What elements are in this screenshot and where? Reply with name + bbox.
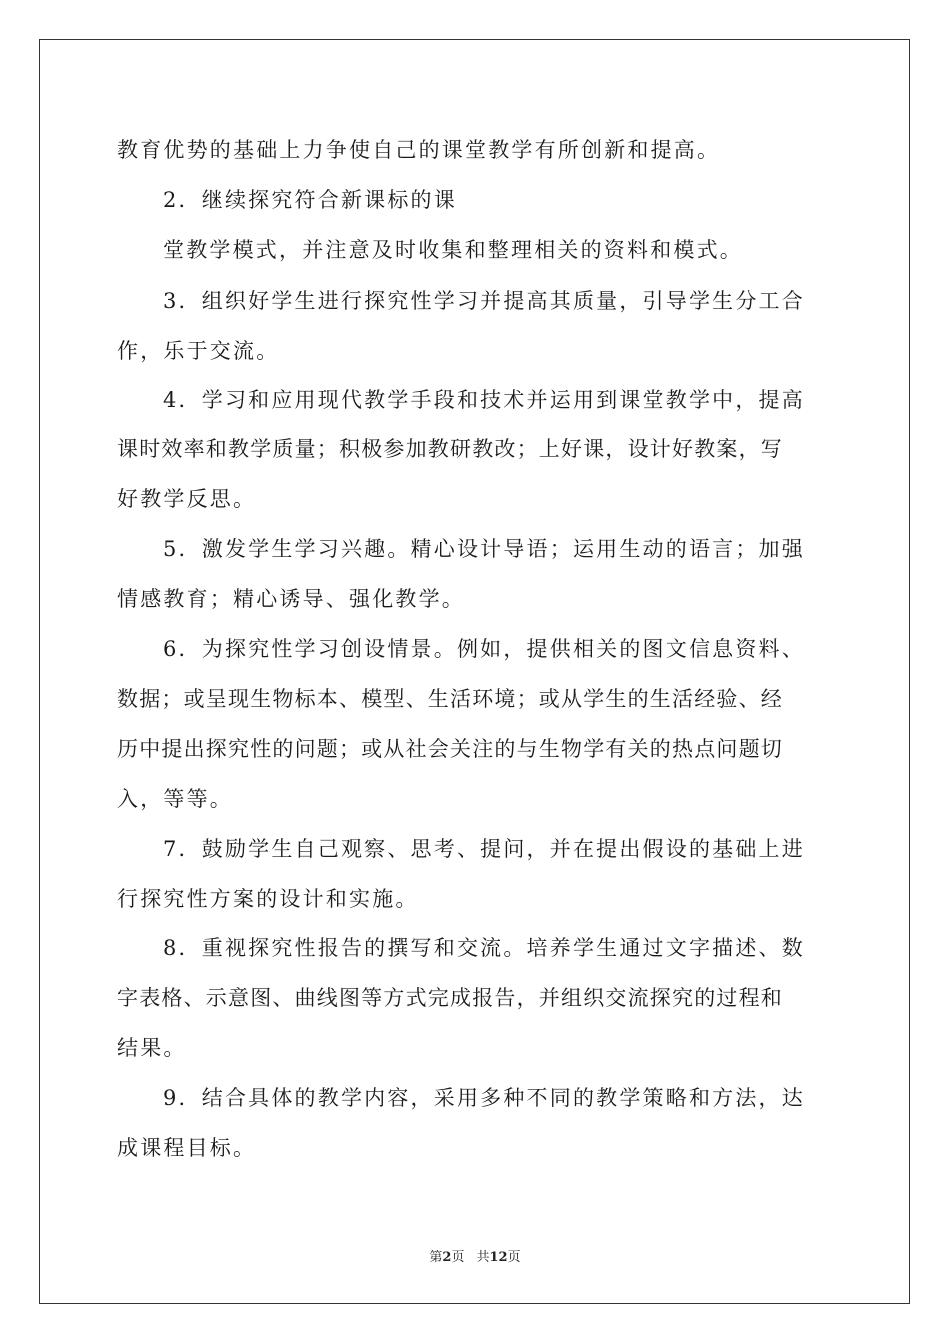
page-prefix: 第 bbox=[429, 1250, 443, 1265]
total-pages: 12 bbox=[489, 1250, 508, 1265]
page-suffix: 页 bbox=[451, 1250, 465, 1265]
text-line: 历中提出探究性的问题；或从社会关注的与生物学有关的热点问题切 bbox=[117, 737, 783, 761]
text-line: 堂教学模式，并注意及时收集和整理相关的资料和模式。 bbox=[163, 238, 743, 262]
text-line: 好教学反思。 bbox=[117, 487, 257, 511]
text-line: 入，等等。 bbox=[117, 787, 233, 811]
text-line: 结果。 bbox=[117, 1036, 187, 1060]
text-line: 8．重视探究性报告的撰写和交流。培养学生通过文字描述、数 bbox=[163, 936, 805, 960]
total-suffix: 页 bbox=[507, 1250, 521, 1265]
text-line: 3．组织好学生进行探究性学习并提高其质量，引导学生分工合 bbox=[163, 289, 805, 313]
text-line: 情感教育；精心诱导、强化教学。 bbox=[117, 587, 465, 611]
text-line: 2．继续探究符合新课标的课 bbox=[163, 188, 457, 212]
text-line: 6．为探究性学习创设情景。例如，提供相关的图文信息资料、 bbox=[163, 637, 805, 661]
text-line: 7．鼓励学生自己观察、思考、提问，并在提出假设的基础上进 bbox=[163, 837, 805, 861]
text-line: 5．激发学生学习兴趣。精心设计导语；运用生动的语言；加强 bbox=[163, 537, 805, 561]
text-line: 作，乐于交流。 bbox=[117, 339, 280, 363]
text-line: 成课程目标。 bbox=[117, 1136, 257, 1160]
page-footer bbox=[0, 1250, 950, 1266]
text-line: 教育优势的基础上力争使自己的课堂教学有所创新和提高。 bbox=[117, 138, 721, 162]
total-prefix: 共 bbox=[476, 1250, 490, 1265]
text-line: 行探究性方案的设计和实施。 bbox=[117, 887, 419, 911]
text-line: 数据；或呈现生物标本、模型、生活环境；或从学生的生活经验、经 bbox=[117, 687, 783, 711]
text-line: 4．学习和应用现代教学手段和技术并运用到课堂教学中，提高 bbox=[163, 388, 805, 412]
text-line: 字表格、示意图、曲线图等方式完成报告，并组织交流探究的过程和 bbox=[117, 986, 783, 1010]
text-line: 9．结合具体的教学内容，采用多种不同的教学策略和方法，达 bbox=[163, 1086, 805, 1110]
page-number: 2 bbox=[442, 1250, 452, 1265]
text-line: 课时效率和教学质量；积极参加教研教改；上好课，设计好教案，写 bbox=[117, 437, 783, 461]
page-frame bbox=[39, 39, 910, 1304]
